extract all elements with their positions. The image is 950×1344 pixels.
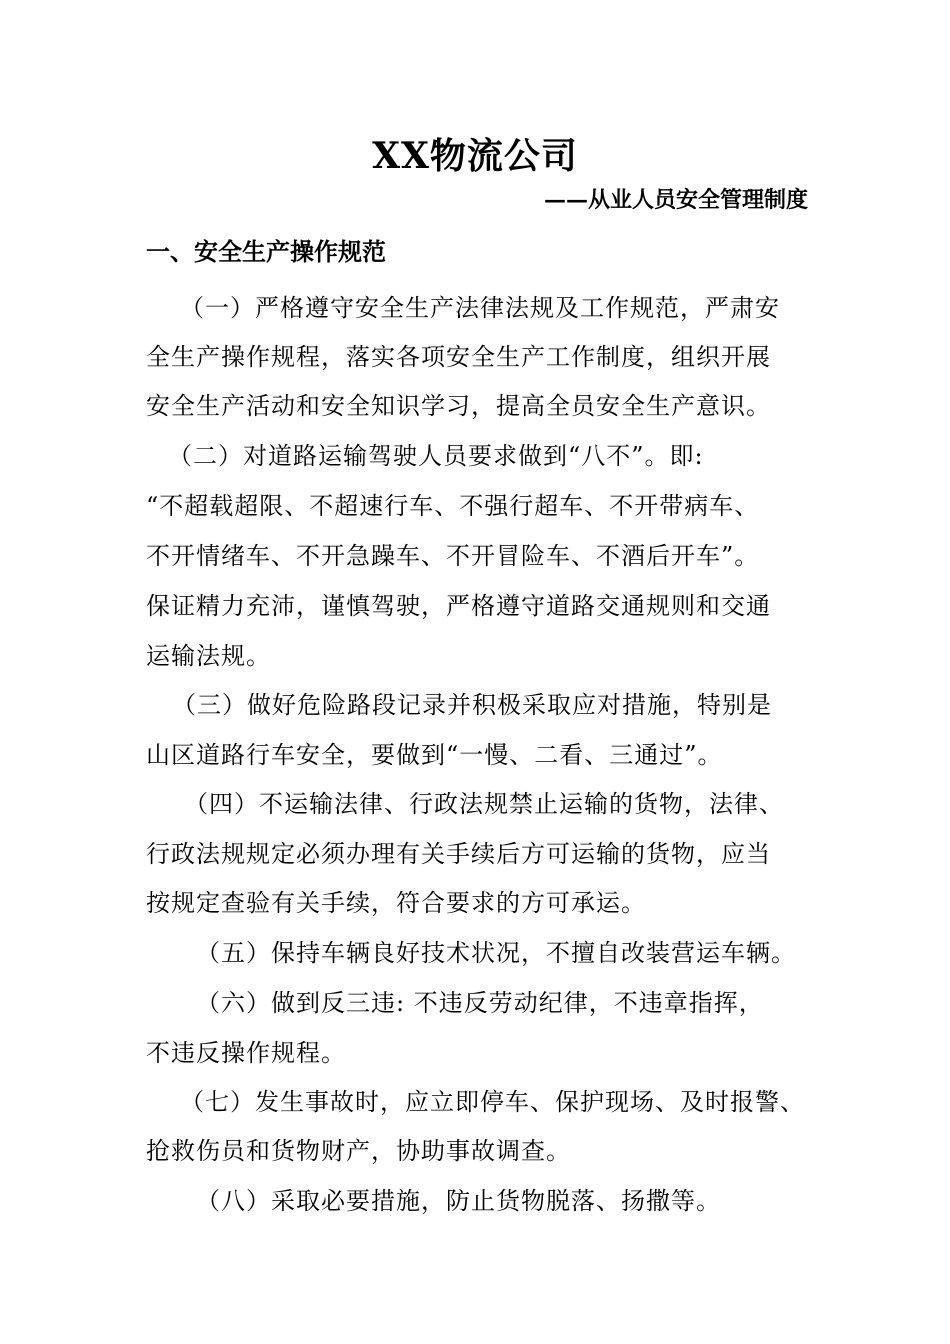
section-heading: 一、安全生产操作规范 [146,237,386,266]
paragraph-line: （七）发生事故时，应立即停车、保护现场、及时报警、 [180,1088,805,1116]
paragraph-line: （三）做好危险路段记录并积极采取应对措施，特别是 [172,691,772,719]
paragraph-line: 全生产操作规程，落实各项安全生产工作制度，组织开展 [146,343,771,371]
document-subtitle: ——从业人员安全管理制度 [543,187,808,213]
paragraph-line: 不违反操作规程。 [146,1039,346,1067]
paragraph-line: （五）保持车辆良好技术状况，不擅自改装营运车辆。 [196,939,796,967]
paragraph-line: （二）对道路运输驾驶人员要求做到“八不”。即: [168,442,704,470]
paragraph-line: 抢救伤员和货物财产，协助事故调查。 [146,1137,571,1165]
paragraph-line: （一）严格遵守安全生产法律法规及工作规范，严肃安 [180,294,780,322]
paragraph-line: 山区道路行车安全，要做到“一慢、二看、三通过”。 [146,741,723,769]
paragraph-line: （八）采取必要措施，防止货物脱落、扬撒等。 [196,1187,721,1215]
paragraph-line: 按规定查验有关手续，符合要求的方可承运。 [146,889,646,917]
paragraph-line: “不超载超限、不超速行车、不强行超车、不开带病车、 [146,492,760,520]
paragraph-line: （四）不运输法律、行政法规禁止运输的货物，法律、 [184,790,784,818]
paragraph-line: （六）做到反三违: 不违反劳动纪律，不违章指挥， [196,989,764,1017]
paragraph-line: 运输法规。 [146,642,271,670]
paragraph-line: 行政法规规定必须办理有关手续后方可运输的货物，应当 [146,840,771,868]
paragraph-line: 保证精力充沛，谨慎驾驶，严格遵守道路交通规则和交通 [146,592,771,620]
paragraph-line: 安全生产活动和安全知识学习，提高全员安全生产意识。 [146,392,771,420]
paragraph-line: 不开情绪车、不开急躁车、不开冒险车、不酒后开车”。 [146,542,760,570]
document-title: XX物流公司 [372,135,578,177]
